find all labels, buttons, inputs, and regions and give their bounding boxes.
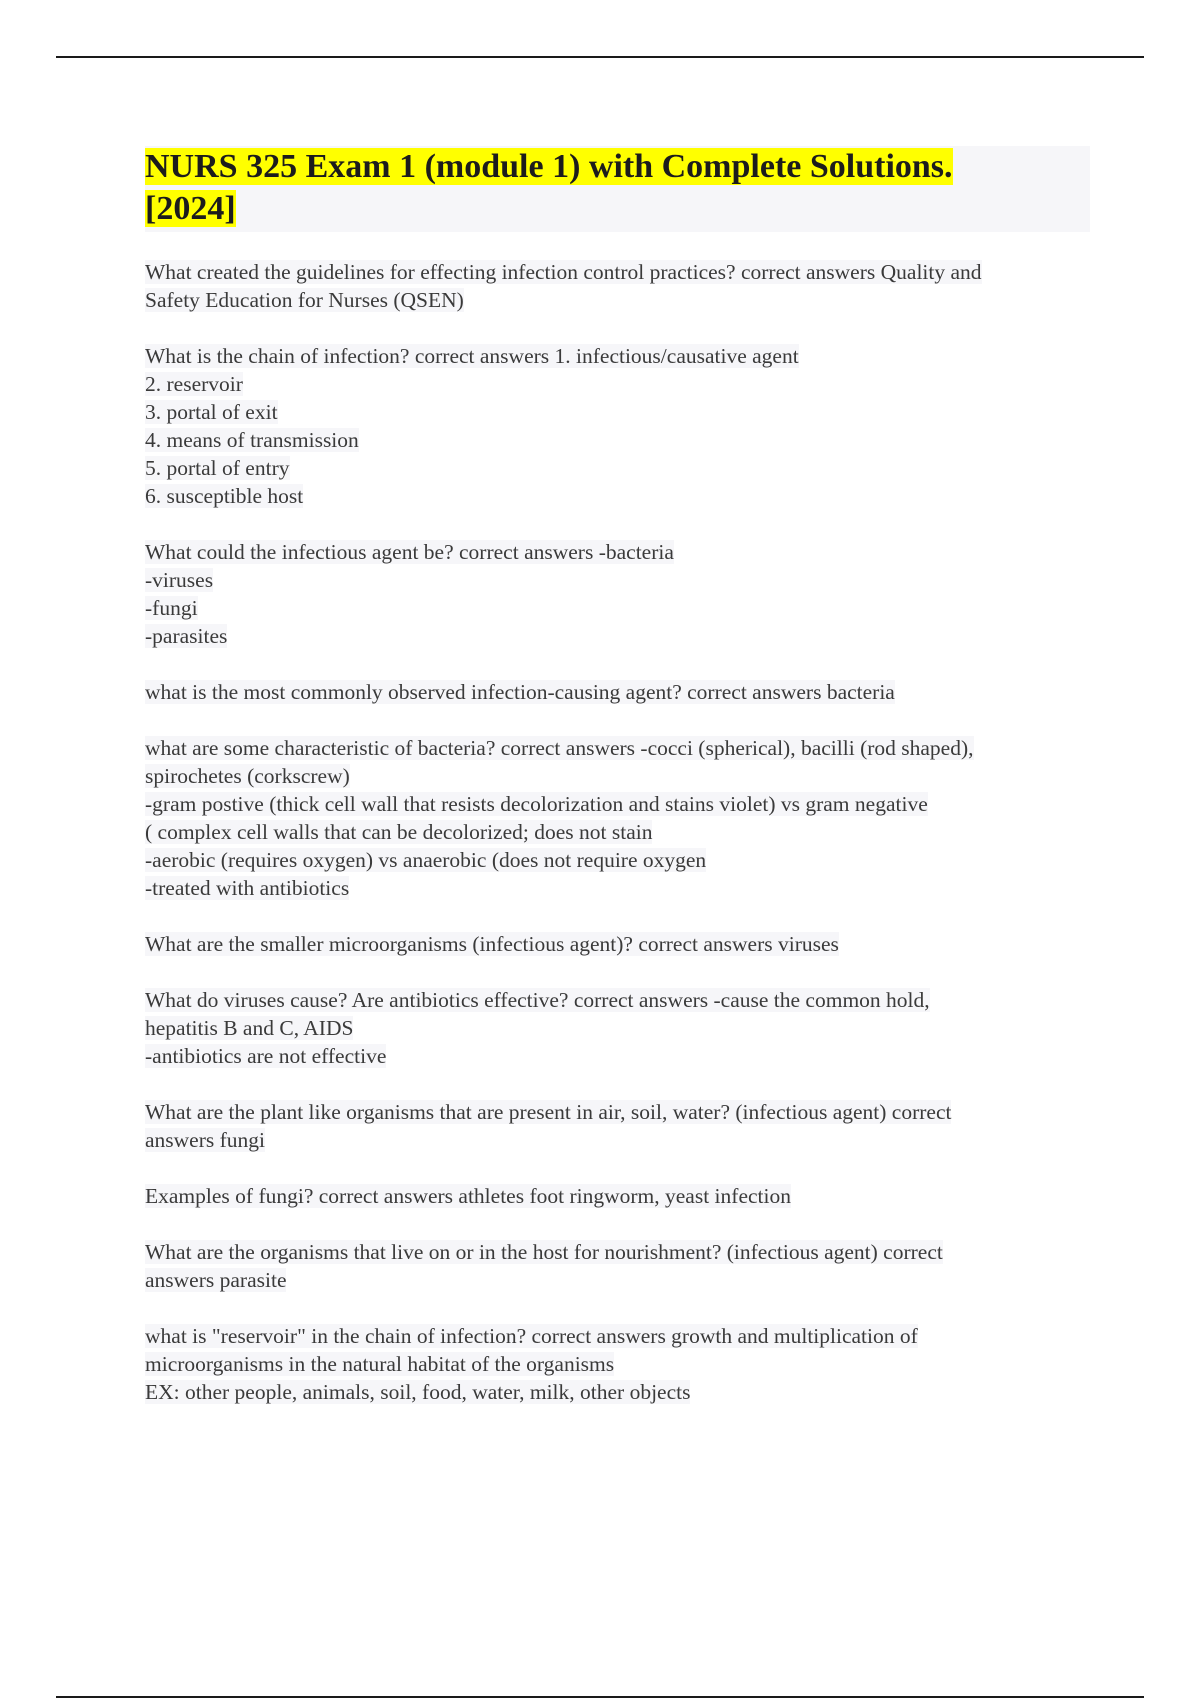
qa-line (145, 1322, 1090, 1350)
qa-item (145, 986, 1090, 1070)
qa-line (145, 398, 1090, 426)
qa-line-text: spirochetes (corkscrew) (145, 764, 350, 788)
qa-line (145, 1182, 1090, 1210)
qa-line-text: -viruses (145, 568, 214, 592)
qa-item (145, 1238, 1090, 1294)
qa-line-text: what is the most commonly observed infection-causing agent? correct answers bacteria (145, 680, 895, 704)
qa-line (145, 1266, 1090, 1294)
qa-line-text: EX: other people, animals, soil, food, water, milk, other objects (145, 1380, 691, 1404)
qa-item (145, 1098, 1090, 1154)
qa-line-text: 2. reservoir (145, 372, 243, 396)
qa-item (145, 930, 1090, 958)
qa-line-text: -treated with antibiotics (145, 876, 350, 900)
title-line-2: [2024] (145, 190, 236, 227)
qa-line (145, 370, 1090, 398)
qa-line-text: what is "reservoir" in the chain of infection? correct answers growth and multiplication of (145, 1324, 918, 1348)
qa-line-text: ( complex cell walls that can be decolorized; does not stain (145, 820, 653, 844)
qa-line (145, 286, 1090, 314)
qa-line-text: answers parasite (145, 1268, 287, 1292)
qa-item (145, 258, 1090, 314)
title-line-1: NURS 325 Exam 1 (module 1) with Complete Solutions. (145, 148, 953, 185)
qa-line (145, 1350, 1090, 1378)
qa-item (145, 678, 1090, 706)
qa-line (145, 258, 1090, 286)
qa-line-text: 6. susceptible host (145, 484, 304, 508)
qa-line (145, 1238, 1090, 1266)
qa-item (145, 1182, 1090, 1210)
qa-line-text: 4. means of transmission (145, 428, 359, 452)
qa-line (145, 594, 1090, 622)
qa-line-text: -gram postive (thick cell wall that resists decolorization and stains violet) vs gram negative (145, 792, 928, 816)
qa-line (145, 566, 1090, 594)
qa-item (145, 342, 1090, 510)
qa-line (145, 930, 1090, 958)
qa-line (145, 846, 1090, 874)
title-block (145, 146, 1090, 232)
document-title (145, 146, 1090, 230)
qa-line (145, 454, 1090, 482)
qa-line (145, 342, 1090, 370)
qa-line-text: 5. portal of entry (145, 456, 290, 480)
qa-line (145, 426, 1090, 454)
qa-line-text: What are the organisms that live on or in the host for nourishment? (infectious agent) correct (145, 1240, 943, 1264)
document-page (145, 146, 1090, 1434)
qa-line-text: What do viruses cause? Are antibiotics effective? correct answers -cause the common hold, (145, 988, 930, 1012)
qa-line (145, 874, 1090, 902)
qa-line-text: answers fungi (145, 1128, 266, 1152)
qa-line (145, 622, 1090, 650)
qa-line (145, 482, 1090, 510)
qa-line (145, 1098, 1090, 1126)
qa-line (145, 818, 1090, 846)
bottom-rule (56, 1696, 1144, 1698)
qa-list (145, 258, 1090, 1406)
qa-item (145, 734, 1090, 902)
qa-line-text: -aerobic (requires oxygen) vs anaerobic (does not require oxygen (145, 848, 707, 872)
qa-line-text: Examples of fungi? correct answers athletes foot ringworm, yeast infection (145, 1184, 791, 1208)
qa-line-text: -parasites (145, 624, 228, 648)
qa-item (145, 1322, 1090, 1406)
qa-line (145, 986, 1090, 1014)
qa-line-text: Safety Education for Nurses (QSEN) (145, 288, 464, 312)
qa-line (145, 790, 1090, 818)
qa-line (145, 734, 1090, 762)
qa-line (145, 762, 1090, 790)
qa-line (145, 1042, 1090, 1070)
qa-line-text: what are some characteristic of bacteria? correct answers -cocci (spherical), bacilli (rod shaped), (145, 736, 974, 760)
qa-line-text: 3. portal of exit (145, 400, 278, 424)
qa-line (145, 1014, 1090, 1042)
qa-line-text: What created the guidelines for effecting infection control practices? correct answers Quality and (145, 260, 982, 284)
qa-line-text: What could the infectious agent be? correct answers -bacteria (145, 540, 674, 564)
qa-line-text: What are the plant like organisms that are present in air, soil, water? (infectious agent) correct (145, 1100, 952, 1124)
qa-line-text: What are the smaller microorganisms (infectious agent)? correct answers viruses (145, 932, 839, 956)
qa-line-text: What is the chain of infection? correct answers 1. infectious/causative agent (145, 344, 799, 368)
qa-line (145, 1378, 1090, 1406)
qa-line-text: hepatitis B and C, AIDS (145, 1016, 354, 1040)
qa-line-text: microorganisms in the natural habitat of the organisms (145, 1352, 615, 1376)
qa-item (145, 538, 1090, 650)
qa-line (145, 678, 1090, 706)
qa-line-text: -antibiotics are not effective (145, 1044, 387, 1068)
qa-line (145, 1126, 1090, 1154)
top-rule (56, 56, 1144, 58)
qa-line (145, 538, 1090, 566)
qa-line-text: -fungi (145, 596, 198, 620)
